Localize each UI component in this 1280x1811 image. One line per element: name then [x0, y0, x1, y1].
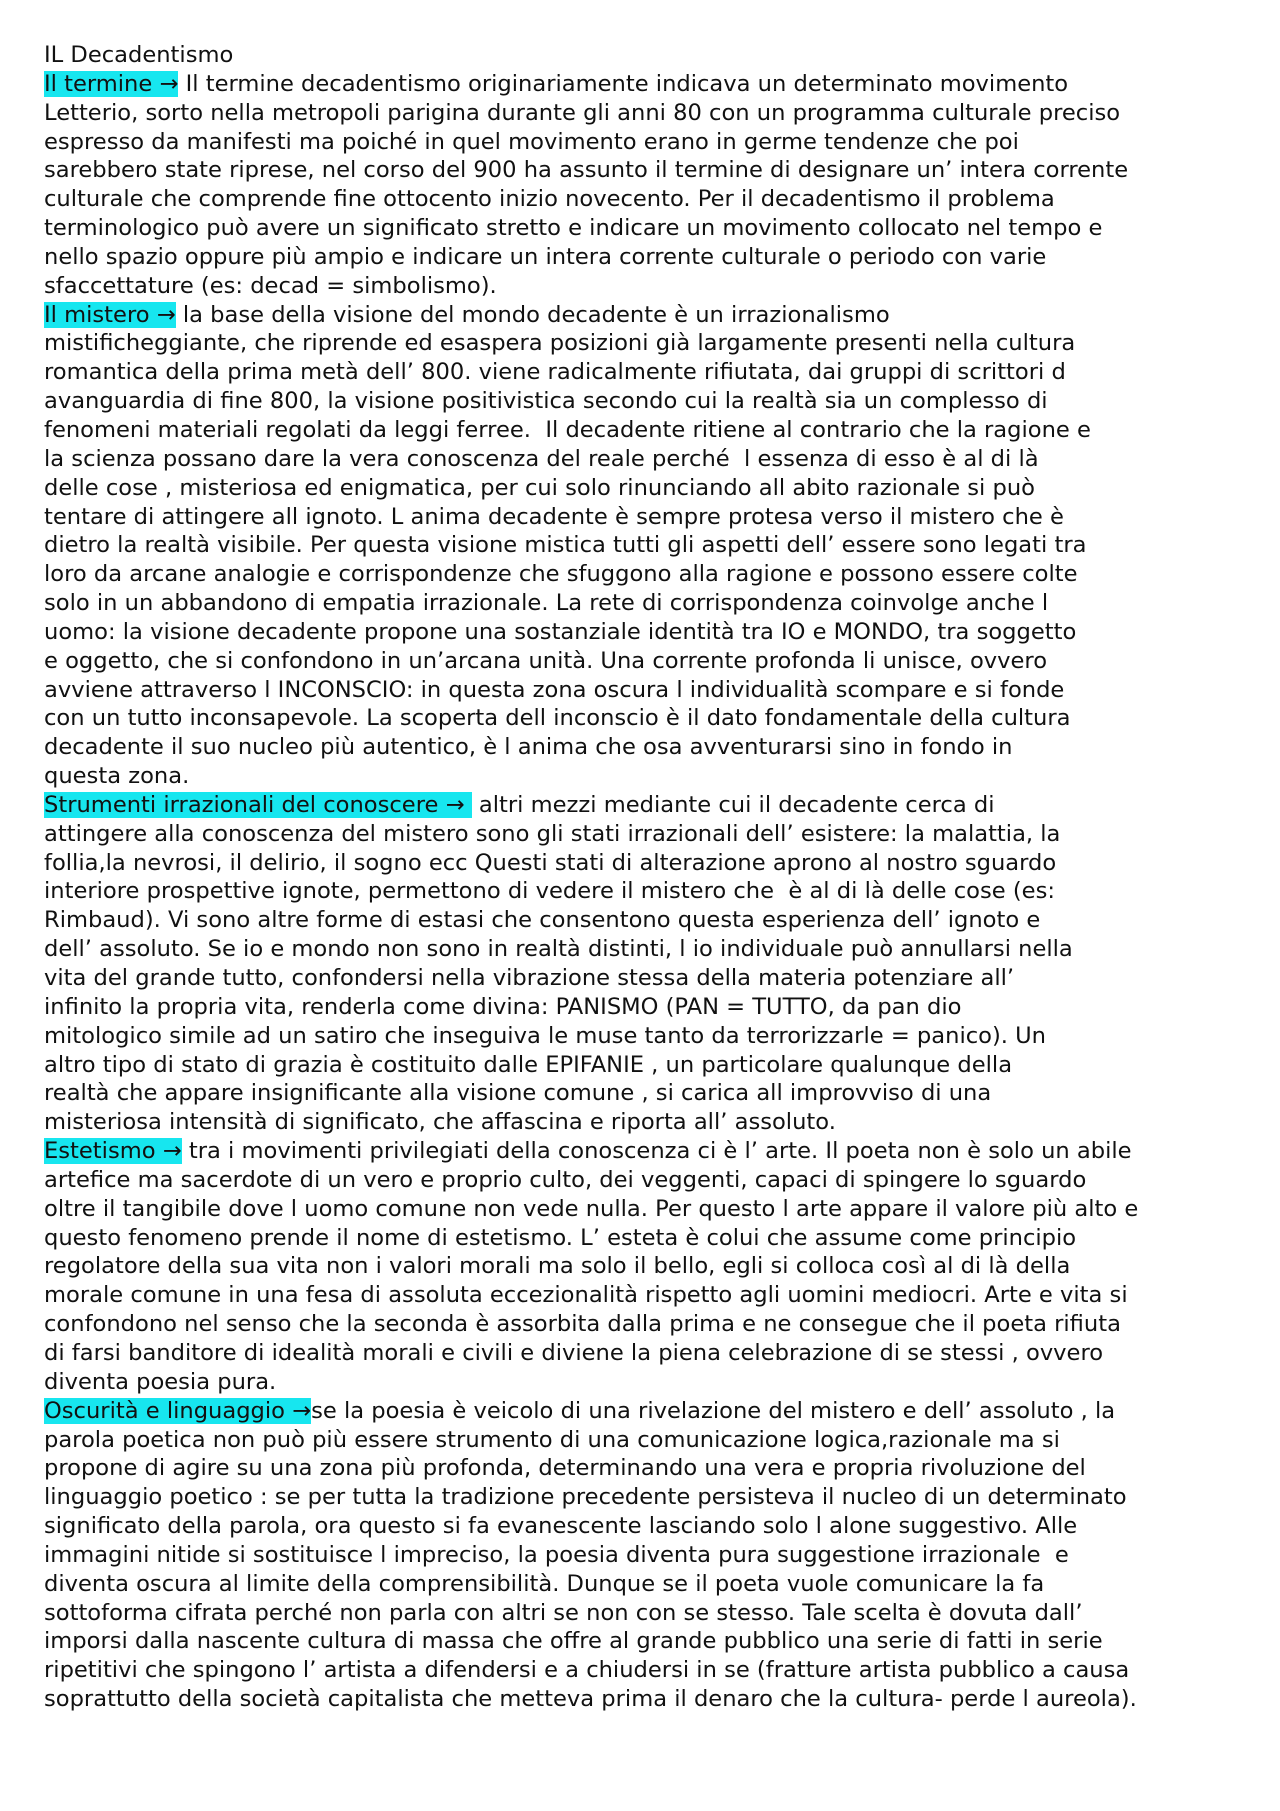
text-line [44, 1166, 1244, 1195]
text-line [44, 877, 1244, 906]
line-text: avanguardia di fine 800, la visione positivistica secondo cui la realtà sia un complesso di [44, 388, 1048, 415]
line-text: diventa oscura al limite della comprensibilità. Dunque se il poeta vuole comunicare la fa [44, 1570, 1045, 1597]
text-line [44, 1599, 1244, 1628]
text-line [44, 1627, 1244, 1656]
line-text: morale comune in una fesa di assoluta eccezionalità rispetto agli uomini mediocri. Arte e vita si [44, 1282, 1128, 1309]
section-heading-strumenti: Strumenti irrazionali del conoscere → [44, 791, 472, 818]
line-text: la scienza possano dare la vera conoscenza del reale perché l essenza di esso è al di là [44, 445, 1039, 472]
line-text: altri mezzi mediante cui il decadente cerca di [471, 791, 995, 818]
line-text: diventa poesia pura. [44, 1368, 277, 1395]
line-text: attingere alla conoscenza del mistero sono gli stati irrazionali dell’ esistere: la malattia, la [44, 820, 1061, 847]
text-line [44, 704, 1244, 733]
line-text: dell’ assoluto. Se io e mondo non sono in realtà distinti, l io individuale può annullarsi nella [44, 936, 1073, 963]
text-line [44, 560, 1244, 589]
text-line [44, 531, 1244, 560]
text-line [44, 1281, 1244, 1310]
text-line [44, 387, 1244, 416]
text-line [44, 156, 1244, 185]
text-line [44, 99, 1244, 128]
text-line [44, 358, 1244, 387]
line-text: nello spazio oppure più ampio e indicare un intera corrente culturale o periodo con varie [44, 243, 1047, 270]
text-line [44, 1570, 1244, 1599]
text-line [44, 1022, 1244, 1051]
line-text: romantica della prima metà dell’ 800. viene radicalmente rifiutata, dai gruppi di scrittori d [44, 359, 1066, 386]
line-text: follia,la nevrosi, il delirio, il sogno ecc Questi stati di alterazione aprono al nostro sguardo [44, 849, 1057, 876]
line-text: culturale che comprende fine ottocento inizio novecento. Per il decadentismo il problema [44, 186, 1055, 213]
section-strumenti [44, 791, 1244, 1137]
text-line [44, 214, 1244, 243]
line-text: Rimbaud). Vi sono altre forme di estasi che consentono questa esperienza dell’ ignoto e [44, 907, 1041, 934]
text-line [44, 1454, 1244, 1483]
text-line [44, 1310, 1244, 1339]
text-line [44, 849, 1244, 878]
text-line [44, 1137, 1244, 1166]
line-text: Il termine decadentismo originariamente indicava un determinato movimento [178, 70, 1069, 97]
line-text: regolatore della sua vita non i valori morali ma solo il bello, egli si colloca così al di là della [44, 1253, 1071, 1280]
text-line [44, 1339, 1244, 1368]
text-line [44, 185, 1244, 214]
line-text: parola poetica non può più essere strumento di una comunicazione logica,razionale ma si [44, 1426, 1060, 1453]
text-line [44, 1426, 1244, 1455]
text-line [44, 964, 1244, 993]
document-page [44, 41, 1244, 1714]
text-line [44, 906, 1244, 935]
line-text: la base della visione del mondo decadente è un irrazionalismo [175, 301, 890, 328]
line-text: sfaccettature (es: decad = simbolismo). [44, 272, 497, 299]
text-line [44, 1541, 1244, 1570]
section-heading-termine: Il termine → [44, 70, 179, 97]
text-line [44, 676, 1244, 705]
line-text: tentare di attingere all ignoto. L anima decadente è sempre protesa verso il mistero che è [44, 503, 1064, 530]
text-line [44, 1079, 1244, 1108]
line-text: avviene attraverso l INCONSCIO: in questa zona oscura l individualità scompare e si fonde [44, 676, 1065, 703]
text-line [44, 647, 1244, 676]
line-text: sottoforma cifrata perché non parla con altri se non con se stesso. Tale scelta è dovuta dall’ [44, 1599, 1083, 1626]
line-text: altro tipo di stato di grazia è costituito dalle EPIFANIE , un particolare qualunque della [44, 1051, 1013, 1078]
text-line [44, 589, 1244, 618]
text-line [44, 128, 1244, 157]
text-line [44, 272, 1244, 301]
text-line [44, 733, 1244, 762]
text-line [44, 993, 1244, 1022]
text-line [44, 445, 1244, 474]
text-line [44, 474, 1244, 503]
text-line [44, 503, 1244, 532]
text-line [44, 1224, 1244, 1253]
text-line [44, 70, 1244, 99]
line-text: linguaggio poetico : se per tutta la tradizione precedente persisteva il nucleo di un determinato [44, 1484, 1127, 1511]
text-line [44, 301, 1244, 330]
line-text: Letterio, sorto nella metropoli parigina durante gli anni 80 con un programma culturale preciso [44, 99, 1121, 126]
line-text: vita del grande tutto, confondersi nella vibrazione stessa della materia potenziare all’ [44, 965, 1015, 991]
line-text: loro da arcane analogie e corrispondenze che sfuggono alla ragione e possono essere colte [44, 561, 1078, 588]
text-line [44, 618, 1244, 647]
text-line [44, 1512, 1244, 1541]
line-text: mitologico simile ad un satiro che inseguiva le muse tanto da terrorizzarle = panico). Un [44, 1022, 1047, 1049]
line-text: misteriosa intensità di significato, che affascina e riporta all’ assoluto. [44, 1109, 836, 1136]
text-line [44, 243, 1244, 272]
line-text: oltre il tangibile dove l uomo comune non vede nulla. Per questo l arte appare il valore più alto e [44, 1195, 1139, 1222]
line-text: sarebbero state riprese, nel corso del 900 ha assunto il termine di designare un’ intera corrente [44, 157, 1129, 184]
line-text: interiore prospettive ignote, permettono di vedere il mistero che è al di là delle cose (es: [44, 878, 1055, 905]
line-text: dietro la realtà visibile. Per questa visione mistica tutti gli aspetti dell’ essere sono legati tra [44, 532, 1087, 559]
section-termine [44, 70, 1244, 301]
line-text: terminologico può avere un significato stretto e indicare un movimento collocato nel tempo e [44, 215, 1103, 242]
line-text: decadente il suo nucleo più autentico, è l anima che osa avventurarsi sino in fondo in [44, 734, 1013, 761]
text-line [44, 820, 1244, 849]
line-text: realtà che appare insignificante alla visione comune , si carica all improvviso di una [44, 1080, 992, 1107]
section-oscurita [44, 1397, 1244, 1714]
section-mistero [44, 301, 1244, 791]
line-text: ripetitivi che spingono l’ artista a difendersi e a chiudersi in se (fratture artista pubblico a causa [44, 1657, 1130, 1684]
line-text: propone di agire su una zona più profonda, determinando una vera e propria rivoluzione del [44, 1455, 1086, 1482]
text-line [44, 1051, 1244, 1080]
text-line [44, 1368, 1244, 1397]
text-line [44, 1108, 1244, 1137]
text-line [44, 1483, 1244, 1512]
line-text: e oggetto, che si confondono in un’arcana unità. Una corrente profonda li unisce, ovvero [44, 647, 1048, 674]
text-line [44, 791, 1244, 820]
line-text: soprattutto della società capitalista che metteva prima il denaro che la cultura- perde l aureola). [44, 1686, 1137, 1713]
line-text: tra i movimenti privilegiati della conoscenza ci è l’ arte. Il poeta non è solo un abile [181, 1138, 1132, 1165]
section-estetismo [44, 1137, 1244, 1397]
text-line [44, 416, 1244, 445]
line-text: confondono nel senso che la seconda è assorbita dalla prima e ne consegue che il poeta rifiuta [44, 1311, 1121, 1338]
line-text: significato della parola, ora questo si fa evanescente lasciando solo l alone suggestivo. Alle [44, 1513, 1078, 1540]
section-heading-oscurita: Oscurità e linguaggio → [44, 1397, 312, 1424]
text-line [44, 935, 1244, 964]
line-text: imporsi dalla nascente cultura di massa che offre al grande pubblico una serie di fatti in serie [44, 1628, 1103, 1655]
line-text: questa zona. [44, 763, 190, 790]
line-text: infinito la propria vita, renderla come divina: PANISMO (PAN = TUTTO, da pan dio [44, 993, 962, 1020]
text-line [44, 1656, 1244, 1685]
document-body [44, 70, 1244, 1714]
text-line [44, 1397, 1244, 1426]
line-text: solo in un abbandono di empatia irrazionale. La rete di corrispondenza coinvolge anche l [44, 590, 1049, 617]
line-text: immagini nitide si sostituisce l impreciso, la poesia diventa pura suggestione irrazionale e [44, 1541, 1069, 1568]
text-line [44, 1195, 1244, 1224]
line-text: artefice ma sacerdote di un vero e proprio culto, dei veggenti, capaci di spingere lo sguardo [44, 1166, 1087, 1193]
line-text: se la poesia è veicolo di una rivelazione del mistero e dell’ assoluto , la [311, 1397, 1116, 1424]
line-text: di farsi banditore di idealità morali e civili e diviene la piena celebrazione di se stessi , ovvero [44, 1339, 1104, 1366]
line-text: espresso da manifesti ma poiché in quel movimento erano in germe tendenze che poi [44, 128, 1019, 155]
document-title: IL Decadentismo [44, 42, 234, 68]
section-heading-mistero: Il mistero → [44, 301, 176, 328]
text-line [44, 1685, 1244, 1714]
line-text: mistificheggiante, che riprende ed esaspera posizioni già largamente presenti nella cultura [44, 330, 1076, 357]
text-line [44, 1252, 1244, 1281]
line-text: fenomeni materiali regolati da leggi ferree. Il decadente ritiene al contrario che la ragione e [44, 416, 1091, 443]
line-text: con un tutto inconsapevole. La scoperta dell inconscio è il dato fondamentale della cultura [44, 705, 1071, 732]
line-text: questo fenomeno prende il nome di estetismo. L’ esteta è colui che assume come principio [44, 1224, 1077, 1251]
text-line [44, 762, 1244, 791]
section-heading-estetismo: Estetismo → [44, 1138, 182, 1165]
line-text: delle cose , misteriosa ed enigmatica, per cui solo rinunciando all abito razionale si può [44, 474, 1036, 501]
line-text: uomo: la visione decadente propone una sostanziale identità tra IO e MONDO, tra soggetto [44, 618, 1077, 645]
text-line [44, 329, 1244, 358]
